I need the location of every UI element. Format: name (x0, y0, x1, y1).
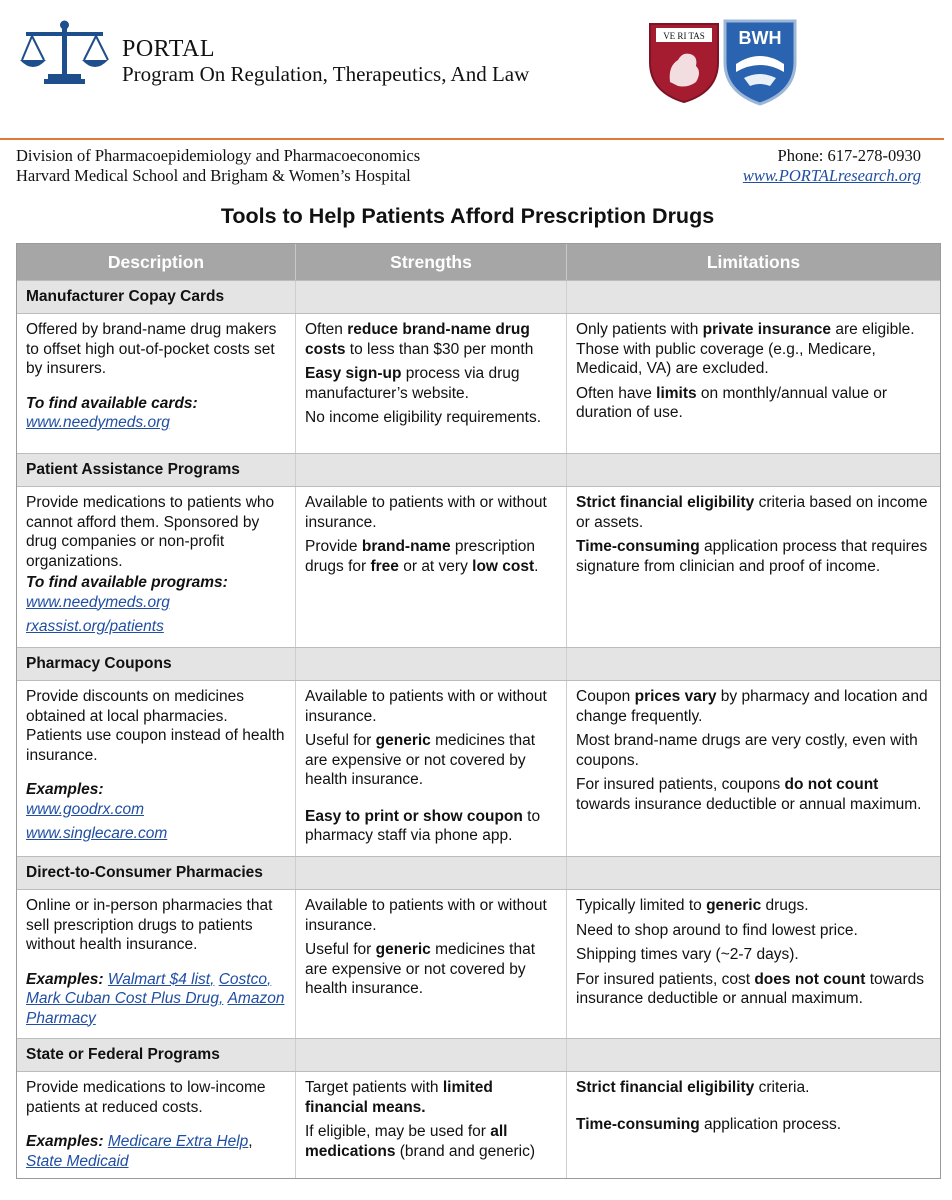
section-header (17, 647, 940, 680)
section-title: Manufacturer Copay Cards (17, 281, 296, 313)
strengths-cell (296, 487, 567, 647)
description-cell (17, 314, 296, 453)
resource-link[interactable]: www.goodrx.com (26, 800, 145, 818)
strengths-cell (296, 681, 567, 856)
cell-paragraph: Shipping times vary (~2-7 days). (576, 946, 799, 963)
table-row (17, 486, 940, 647)
division-line-1: Division of Pharmacoepidemiology and Pharmacoeconomics (16, 146, 421, 165)
find-label: To find available programs: (26, 574, 228, 591)
resource-link[interactable]: Walmart $4 list (107, 970, 211, 988)
cell-paragraph: Available to patients with or without insurance. (305, 897, 547, 934)
cell-paragraph: Useful for generic medicines that are expensive or not covered by health insurance. (305, 732, 536, 788)
cell-paragraph: Only patients with private insurance are eligible. Those with public coverage (e.g., Medicare, Medicaid, VA) are excluded. (576, 321, 915, 377)
find-label: Examples: (26, 970, 104, 988)
resource-link[interactable]: Amazon Pharmacy (26, 990, 285, 1027)
cell-paragraph: Time-consuming application process that requires signature from clinician and proof of income. (576, 538, 928, 575)
table-row (17, 1071, 940, 1178)
division-line-2: Harvard Medical School and Brigham & Women’s Hospital (16, 166, 411, 185)
column-header-strengths: Strengths (296, 244, 567, 280)
bwh-logo-text: BWH (738, 28, 782, 48)
description-cell (17, 1072, 296, 1178)
resource-link[interactable]: Medicare Extra Help (107, 1133, 249, 1150)
cell-paragraph: If eligible, may be used for all medications (brand and generic) (305, 1123, 536, 1160)
resource-link[interactable]: www.singlecare.com (26, 825, 168, 842)
website-link[interactable]: www.PORTALresearch.org (742, 166, 921, 185)
cell-paragraph: For insured patients, cost does not count towards insurance deductible or annual maximum. (576, 970, 925, 1007)
section-title: State or Federal Programs (17, 1039, 296, 1071)
find-label: To find available cards: (26, 394, 198, 412)
cell-paragraph: Often have limits on monthly/annual value or duration of use. (576, 384, 888, 421)
cell-paragraph: Often reduce brand-name drug costs to less than $30 per month (305, 321, 534, 358)
org-short-name: PORTAL (122, 36, 215, 62)
cell-paragraph: Time-consuming application process. (576, 1115, 842, 1133)
org-full-name: Program On Regulation, Therapeutics, And Law (122, 62, 530, 86)
cell-paragraph: Need to shop around to find lowest price. (576, 921, 858, 939)
find-label: Examples: (26, 1133, 104, 1150)
division-info (16, 146, 420, 186)
description-cell (17, 681, 296, 856)
resource-link[interactable]: www.needymeds.org (26, 414, 170, 431)
description-text: Online or in-person pharmacies that sell prescription drugs to patients without health insurance. (26, 897, 273, 953)
resource-link[interactable]: Mark Cuban Cost Plus Drug (26, 990, 219, 1007)
table-row (17, 313, 940, 453)
examples-line: Examples: Medicare Extra Help, State Medicaid (26, 1133, 253, 1170)
limitations-cell (567, 681, 940, 856)
section-title: Pharmacy Coupons (17, 648, 296, 680)
harvard-shield-logo (648, 22, 720, 104)
phone-number: Phone: 617-278-0930 (777, 146, 921, 165)
strengths-cell (296, 1072, 567, 1178)
description-text: Provide discounts on medicines obtained at local pharmacies. Patients use coupon instead of health insurance. (26, 688, 285, 764)
cell-paragraph: Easy to print or show coupon to pharmacy staff via phone app. (305, 807, 541, 844)
cell-paragraph: Provide brand-name prescription drugs for free or at very low cost. (305, 538, 539, 575)
tools-table (16, 243, 941, 1179)
examples-line: Examples: Walmart $4 list, Costco, Mark Cuban Cost Plus Drug, Amazon Pharmacy (26, 970, 285, 1027)
cell-paragraph: No income eligibility requirements. (305, 409, 542, 426)
resource-link[interactable]: rxassist.org/patients (26, 618, 164, 635)
column-header-limitations: Limitations (706, 251, 801, 272)
cell-paragraph: Strict financial eligibility criteria. (576, 1079, 810, 1096)
description-cell (17, 487, 296, 647)
section-header (17, 856, 940, 889)
scales-of-justice-logo (18, 20, 110, 86)
cell-paragraph: Useful for generic medicines that are expensive or not covered by health insurance. (305, 941, 536, 997)
cell-paragraph: Easy sign-up process via drug manufacturer’s website. (305, 365, 520, 402)
description-text: Provide medications to patients who cannot afford them. Sponsored by drug companies or non-profit organizations. (26, 494, 275, 570)
description-cell (17, 890, 296, 1038)
description-text: Offered by brand-name drug makers to offset high out-of-pocket costs set by insurers. (26, 321, 277, 377)
limitations-cell (567, 487, 940, 647)
page-title: Tools to Help Patients Afford Prescription Drugs (220, 204, 715, 228)
cell-paragraph: Most brand-name drugs are very costly, even with coupons. (576, 732, 918, 769)
page-header (0, 0, 952, 140)
table-row (17, 680, 940, 856)
limitations-cell (567, 890, 940, 1038)
strengths-cell (296, 890, 567, 1038)
harvard-motto: VE RI TAS (663, 31, 705, 41)
column-header-description: Description (17, 244, 296, 280)
section-header (17, 280, 940, 313)
resource-link[interactable]: State Medicaid (26, 1152, 129, 1170)
section-header (17, 453, 940, 486)
resource-link[interactable]: www.needymeds.org (26, 593, 170, 611)
section-title: Patient Assistance Programs (17, 454, 296, 486)
org-block (122, 36, 529, 87)
cell-paragraph: Typically limited to generic drugs. (576, 897, 809, 914)
find-label: Examples: (26, 781, 104, 798)
header-divider (0, 138, 944, 140)
cell-paragraph: For insured patients, coupons do not count towards insurance deductible or annual maximum. (576, 776, 922, 813)
section-header (17, 1038, 940, 1071)
cell-paragraph: Available to patients with or without insurance. (305, 494, 547, 531)
table-header (17, 244, 940, 280)
resource-link[interactable]: Costco (218, 970, 267, 988)
description-text: Provide medications to low-income patients at reduced costs. (26, 1079, 266, 1116)
limitations-cell (567, 1072, 940, 1178)
cell-paragraph: Coupon prices vary by pharmacy and location and change frequently. (576, 688, 928, 725)
contact-info (743, 146, 921, 186)
section-title: Direct-to-Consumer Pharmacies (17, 857, 296, 889)
cell-paragraph: Available to patients with or without insurance. (305, 688, 547, 725)
cell-paragraph: Target patients with limited financial means. (305, 1079, 493, 1116)
strengths-cell (296, 314, 567, 453)
cell-paragraph: Strict financial eligibility criteria based on income or assets. (576, 494, 928, 531)
limitations-cell (567, 314, 940, 453)
bwh-shield-logo (722, 18, 798, 106)
table-row (17, 889, 940, 1038)
